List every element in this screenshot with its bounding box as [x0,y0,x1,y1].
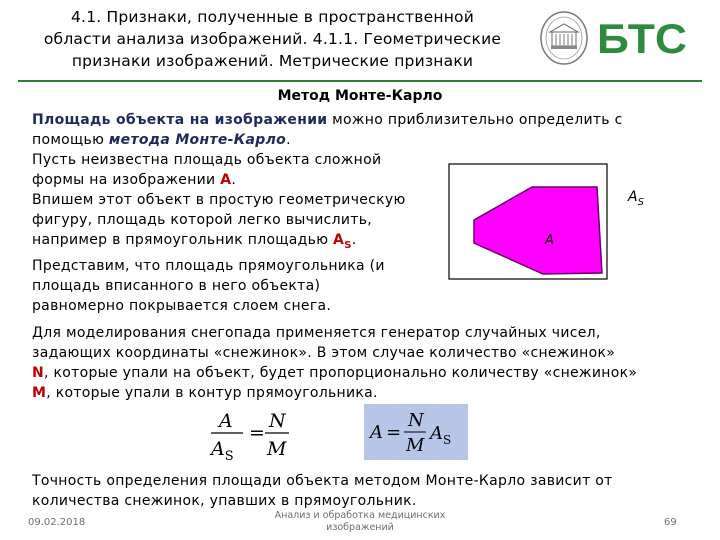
svg-text:AS: $A_S$ [211,438,234,464]
paragraph-text: например в прямоугольник площадью [32,232,334,248]
paragraph-line: количества снежинок, упавших в прямоугольник. [32,493,417,509]
intro-lead: Площадь объекта на изображении [32,112,328,128]
paragraph-text: формы на изображении [32,172,221,188]
object-area-symbol: A [220,172,232,188]
paragraph-text: , которые упали на объект, будет пропорционально количеству «снежинок» [44,365,638,381]
paragraph-line: Для моделирования снегопада применяется генератор случайных чисел, [32,325,601,341]
paragraph-line [32,230,406,256]
area-formula [364,404,468,460]
paragraph-line: равномерно покрывается слоем снега. [32,297,332,314]
svg-text:AS: $A_S$ [430,423,452,447]
paragraph-text: . [351,232,357,248]
object-label: A [545,233,554,248]
slide-title-line: признаки изображений. Метрические признаки [71,52,474,70]
n-symbol: N [32,365,45,381]
slide-title-line: области анализа изображений. 4.1.1. Геометрические [43,30,502,48]
accuracy-paragraph [32,471,613,511]
intro-line [32,110,623,130]
svg-text:=: = [249,422,265,444]
svg-text:A: A [219,410,233,432]
ratio-formula [205,403,315,469]
paragraph-text: , которые упали в контур прямоугольника. [46,385,378,401]
intro-rest: можно приблизительно определить с [327,112,623,128]
symbol-main: A [333,232,345,248]
symbol-subscript: S [344,239,352,251]
bts-logo-text: БТС [597,15,687,62]
header-divider [18,80,702,82]
paragraph-line: Пусть неизвестна площадь объекта сложной [32,152,382,168]
paragraph-line [32,363,637,383]
paragraph-line [32,170,406,190]
svg-text:=: = [386,422,402,443]
paragraph-line: задающих координаты «снежинок». В этом случае количество «снежинок» [32,345,616,361]
svg-text:N: N [269,410,286,432]
paragraph-text: . [231,172,237,188]
object-paragraph [32,150,406,316]
paragraph-line [32,383,637,403]
page-number: 69 [664,517,677,528]
monte-carlo-figure [448,163,644,280]
m-symbol: M [32,385,47,401]
paragraph-line: Впишем этот объект в простую геометрическую [32,192,406,208]
section-title: Метод Монте-Карло [277,88,443,104]
method-name: метода Монте-Карло [108,132,287,148]
paragraph-line: Точность определения площади объекта методом Монте-Карло зависит от [32,473,613,489]
svg-text:M: M [406,435,425,456]
university-seal-logo [539,10,589,66]
bts-logo [597,15,687,62]
svg-text:N: N [408,410,424,431]
svg-text:A: A [370,422,383,443]
snowfall-paragraph [32,323,637,403]
intro-line [32,130,623,150]
rectangle-area-symbol [333,232,352,251]
footer-course-line: Анализ и обработка медицинских [274,510,446,521]
footer-course-line: изображений [326,522,394,533]
slide-title [20,6,525,72]
footer-course-title [260,510,460,534]
footer-date: 09.02.2018 [28,517,86,528]
paragraph-line: площадь вписанного в него объекта) [32,277,321,294]
paragraph-line: Представим, что площадь прямоугольника (и [32,257,385,274]
rectangle-label: $A_S$ [628,189,644,208]
paragraph-line: фигуру, площадь которой легко вычислить, [32,212,373,228]
intro-text: помощью [32,132,109,148]
intro-text: . [286,132,291,148]
svg-text:M: M [267,438,287,460]
intro-paragraph [32,110,623,150]
slide-title-line: 4.1. Признаки, полученные в пространственной [71,8,474,26]
